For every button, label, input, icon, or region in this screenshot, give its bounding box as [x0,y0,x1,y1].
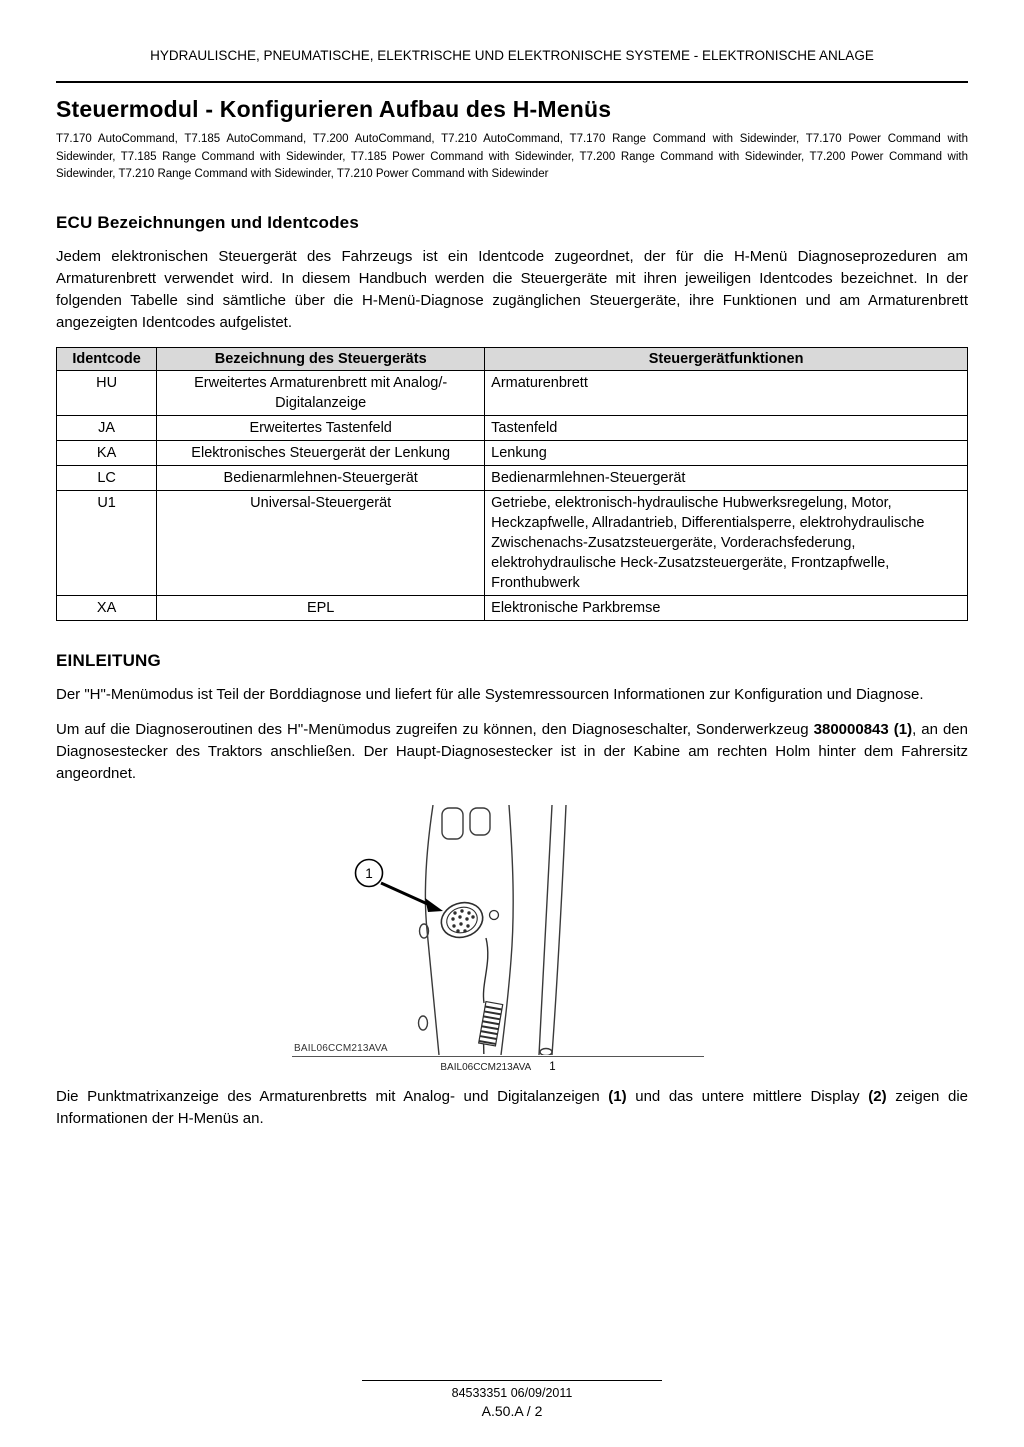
figure-number: 1 [549,1061,556,1074]
table-row [57,441,968,466]
tool-number-bold: 380000843 (1) [813,721,913,739]
callout-1-label: 1 [365,866,373,882]
bezeichnung-cell: Bedienarmlehnen-Steuergerät [157,466,485,491]
intro-paragraph-2-text: Um auf die Diagnoseroutinen des H"-Menümodus zugreifen zu können, den Diagnoseschalter, Sonderwerkzeug [56,721,814,739]
identcode-cell: HU [57,371,157,416]
funktionen-cell: Bedienarmlehnen-Steuergerät [485,466,968,491]
funktionen-cell: Lenkung [485,441,968,466]
col-header-bezeichnung: Bezeichnung des Steuergeräts [157,348,485,371]
table-header-row [57,348,968,371]
display-1-ref: (1) [608,1088,627,1106]
chapter-header: HYDRAULISCHE, PNEUMATISCHE, ELEKTRISCHE UND ELEKTRONISCHE SYSTEME - ELEKTRONISCHE ANLAGE [150,48,874,63]
funktionen-cell: Elektronische Parkbremse [485,596,968,621]
figure-caption-code: BAIL06CCM213AVA [440,1062,532,1074]
figure-watermark: BAIL06CCM213AVA [294,1043,388,1055]
footer-page-number: A.50.A / 2 [481,1403,543,1419]
bezeichnung-cell: Erweitertes Tastenfeld [157,416,485,441]
connector-figure [292,805,704,1057]
model-applicability-list: T7.170 AutoCommand, T7.185 AutoCommand, T7.200 AutoCommand, T7.210 AutoCommand, T7.170 Range Command with Sidewinder, T7.170 Power Command with Sidewinder, T7.185 Range Command with Sidewinder, T7.185 Power Command with Sidewinder, T7.200 Range Command with Sidewinder, T7.200 Power Command with Sidewinder, T7.210 Range Command with Sidewinder, T7.210 Power Command with Sidewinder [56,133,968,180]
table-row [57,416,968,441]
table-row [57,596,968,621]
closing-text-2: und das untere mittlere Display [626,1088,869,1106]
diagnostic-connector [437,898,499,943]
col-header-identcode: Identcode [57,348,157,371]
table-row [57,371,968,416]
intro-paragraph-1: Der "H"-Menümodus ist Teil der Borddiagnose und liefert für alle Systemressourcen Informationen zur Konfiguration und Diagnose. [56,686,924,704]
callout-arrow [381,883,443,912]
identcode-cell: U1 [57,491,157,596]
figure-block [292,805,704,1073]
identcode-cell: LC [57,466,157,491]
table-row [57,466,968,491]
footer-rule [362,1380,662,1381]
ecu-table [56,347,968,621]
section-heading-ecu: ECU Bezeichnungen und Identcodes [56,213,359,232]
intro-paragraph-2-text-cont: , an den Diagnosestecker des Traktors anschließen. Der Haupt-Diagnosestecker ist in der Kabine am rechten Holm hinter dem Fahrersitz angeordnet. [56,721,968,783]
col-header-funktionen: Steuergerätfunktionen [485,348,968,371]
closing-text-3: zeigen die Informationen der H-Menüs an. [56,1088,968,1128]
funktionen-cell: Armaturenbrett [485,371,968,416]
identcode-cell: KA [57,441,157,466]
handrail-pole [539,805,566,1055]
footer-doc-number: 84533351 06/09/2011 [451,1386,573,1400]
identcode-cell: XA [57,596,157,621]
diagnostic-connector-drawing [292,805,704,1055]
closing-paragraph [56,1086,968,1130]
bezeichnung-cell: EPL [157,596,485,621]
funktionen-cell: Getriebe, elektronisch-hydraulische Hubwerksregelung, Motor, Heckzapfwelle, Allradantrieb, Differentialsperre, elektrohydraulische Zwischenachs-Zusatzsteuergeräte, Vorderachsfederung, elektrohydraulische Heck-Zusatzsteuergeräte, Frontzapfwelle, Fronthubwerk [485,491,968,596]
identcode-cell: JA [57,416,157,441]
page-footer [0,1380,1024,1419]
intro-paragraph-2 [56,719,968,785]
table-row [57,491,968,596]
funktionen-cell: Tastenfeld [485,416,968,441]
header-rule [56,81,968,83]
section-heading-einleitung: EINLEITUNG [56,651,161,671]
corrugated-cable [477,938,503,1055]
bezeichnung-cell: Elektronisches Steuergerät der Lenkung [157,441,485,466]
page-title: Steuermodul - Konfigurieren Aufbau des H-Menüs [56,96,612,123]
callout-circle [356,860,383,887]
ecu-intro-paragraph: Jedem elektronischen Steuergerät des Fahrzeugs ist ein Identcode zugeordnet, der für die H-Menü Diagnoseprozeduren am Armaturenbrett verwendet wird. In diesem Handbuch werden die Steuergeräte mit ihren jeweiligen Identcodes bezeichnet. In der folgenden Tabelle sind sämtliche über die H-Menü-Diagnose zugänglichen Steuergeräte, ihre Funktionen und am Armaturenbrett angezeigten Identcodes aufgelistet. [56,248,968,332]
closing-text-1: Die Punktmatrixanzeige des Armaturenbretts mit Analog- und Digitalanzeigen [56,1088,609,1106]
bezeichnung-cell: Erweitertes Armaturenbrett mit Analog/-Digitalanzeige [157,371,485,416]
bezeichnung-cell: Universal-Steuergerät [157,491,485,596]
display-2-ref: (2) [868,1088,887,1106]
figure-caption [292,1061,704,1073]
